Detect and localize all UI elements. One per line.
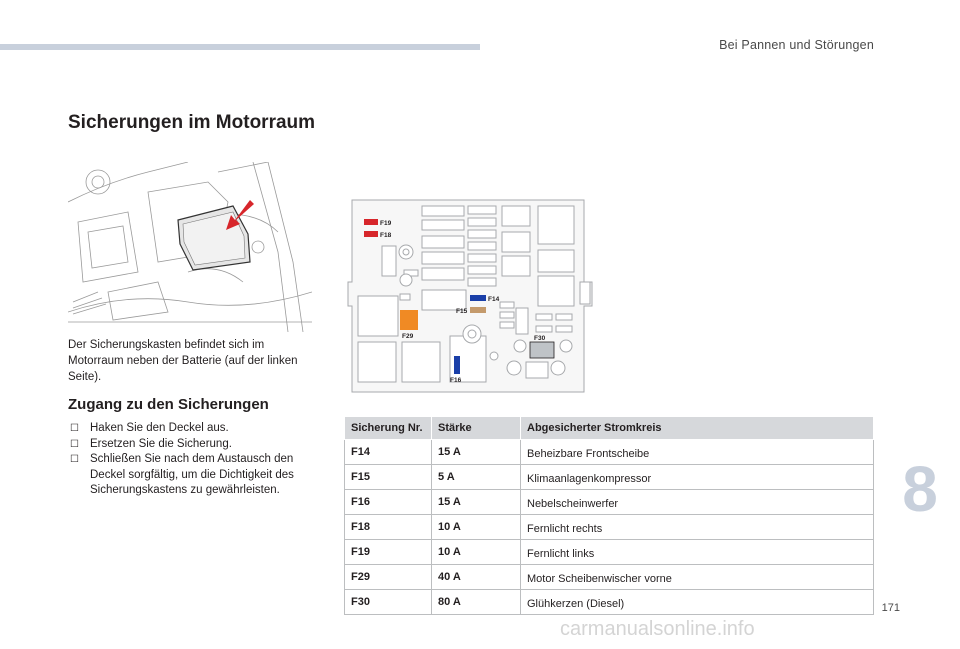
fuse-f29: [400, 310, 418, 330]
header-rule: [0, 44, 480, 50]
fuse-number: F16: [345, 490, 432, 515]
fuse-number: F29: [345, 565, 432, 590]
label-f16: F16: [450, 377, 462, 384]
table-row: [345, 465, 874, 490]
watermark: carmanualsonline.info: [560, 618, 755, 640]
table-row: [345, 440, 874, 465]
fuse-circuit: Nebelscheinwerfer: [521, 490, 874, 515]
fuse-circuit: Beheizbare Frontscheibe: [521, 440, 874, 465]
fuse-f19: [364, 219, 378, 225]
list-item: ☐ Schließen Sie nach dem Austausch den Deckel sorgfältig, um die Dichtigkeit des Sicherungskastens zu gewährleisten.: [70, 453, 294, 496]
label-f14: F14: [488, 296, 500, 303]
list-item: ☐ Haken Sie den Deckel aus.: [68, 421, 308, 437]
fuse-number: F30: [345, 590, 432, 615]
fuse-rating: 5 A: [432, 465, 521, 490]
fuse-circuit: Glühkerzen (Diesel): [521, 590, 874, 615]
fuse-circuit: Klimaanlagenkompressor: [521, 465, 874, 490]
fuse-table: [344, 416, 874, 615]
table-row: [345, 590, 874, 615]
fuse-rating: 15 A: [432, 440, 521, 465]
fuse-rating: 80 A: [432, 590, 521, 615]
label-f18: F18: [380, 232, 392, 239]
page-title: Sicherungen im Motorraum: [68, 112, 316, 133]
photo-caption: Der Sicherungskasten befindet sich im Motorraum neben der Batterie (auf der linken Seite).: [68, 339, 298, 383]
fuse-circuit: Fernlicht links: [521, 540, 874, 565]
page-number: 171: [881, 602, 900, 614]
fuse-rating: 40 A: [432, 565, 521, 590]
checkbox-bullet-icon: ☐: [70, 438, 79, 450]
access-steps: [68, 421, 308, 499]
fuse-number: F15: [345, 465, 432, 490]
table-row: [345, 540, 874, 565]
chapter-number: 8: [902, 453, 938, 525]
fuse-f30: [530, 342, 554, 358]
fuse-number: F14: [345, 440, 432, 465]
fuse-f16: [454, 356, 460, 374]
fuse-box-diagram: [344, 186, 596, 398]
checkbox-bullet-icon: ☐: [70, 454, 79, 465]
label-f19: F19: [380, 220, 392, 227]
fuse-f14: [470, 295, 486, 301]
checkbox-bullet-icon: ☐: [70, 423, 79, 434]
table-row: [345, 515, 874, 540]
fuse-number: F19: [345, 540, 432, 565]
column-header: Sicherung Nr.: [345, 417, 432, 440]
fuse-number: F18: [345, 515, 432, 540]
label-f30: F30: [534, 335, 546, 342]
fuse-circuit: Motor Scheibenwischer vorne: [521, 565, 874, 590]
column-header: Stärke: [432, 417, 521, 440]
fuse-rating: 15 A: [432, 490, 521, 515]
fuse-rating: 10 A: [432, 515, 521, 540]
fuse-f15: [470, 307, 486, 313]
fuse-circuit: Fernlicht rechts: [521, 515, 874, 540]
section-header: Bei Pannen und Störungen: [719, 38, 874, 52]
table-row: [345, 565, 874, 590]
table-row: [345, 490, 874, 515]
engine-bay-illustration: [68, 162, 312, 332]
fuse-f18: [364, 231, 378, 237]
list-item: ☐ Ersetzen Sie die Sicherung.: [68, 437, 308, 453]
label-f15: F15: [456, 308, 468, 315]
label-f29: F29: [402, 333, 414, 340]
column-header: Abgesicherter Stromkreis: [521, 417, 874, 440]
table-header-row: [345, 417, 874, 440]
fuse-rating: 10 A: [432, 540, 521, 565]
access-title: Zugang zu den Sicherungen: [68, 396, 269, 413]
